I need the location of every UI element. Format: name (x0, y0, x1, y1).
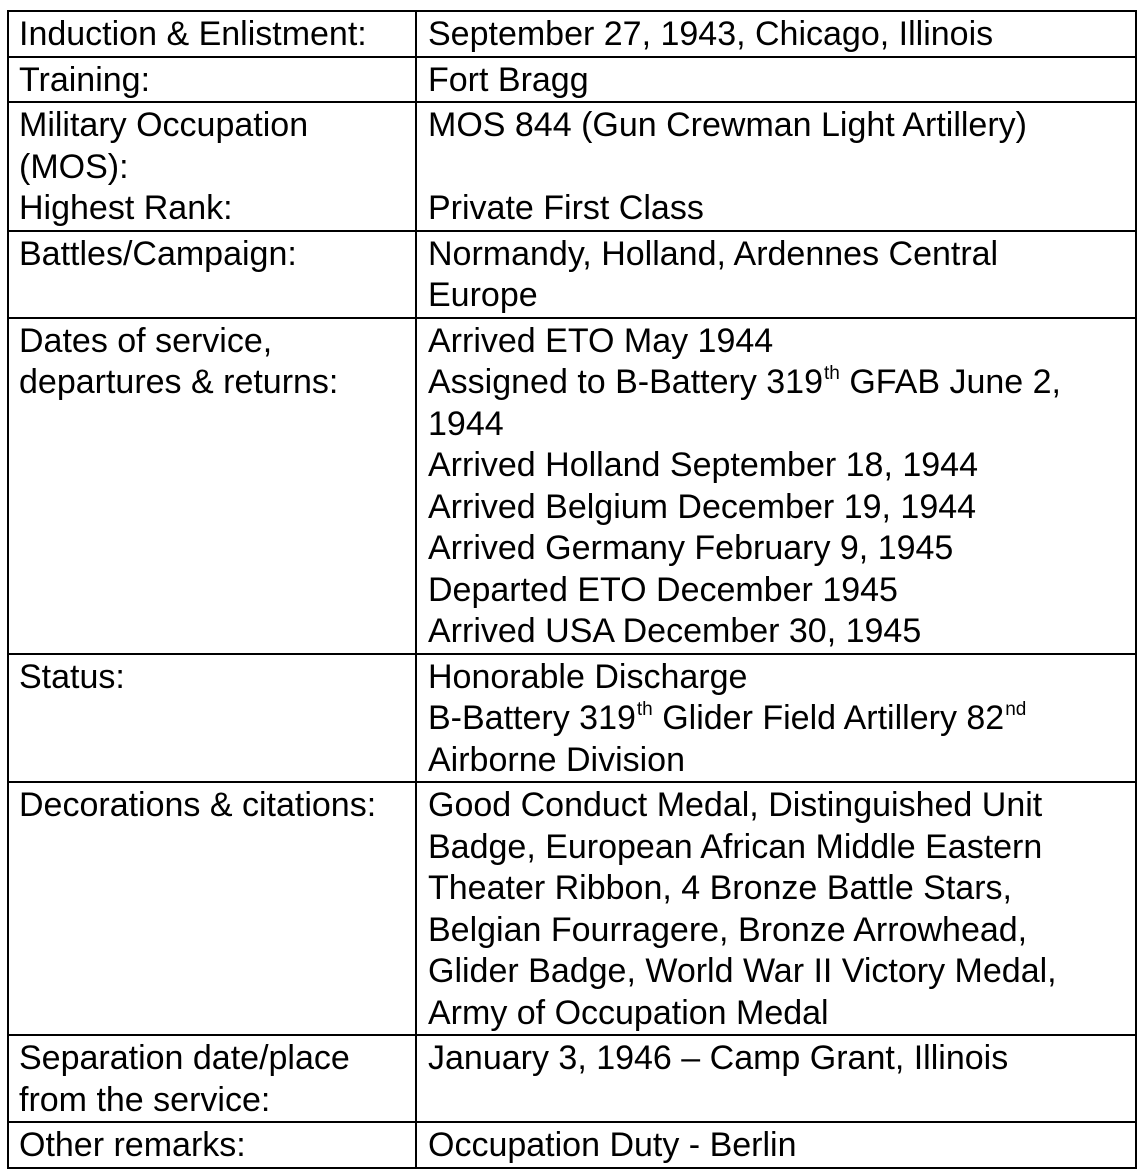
row-value (416, 102, 1136, 231)
row-label (8, 1035, 416, 1122)
induction-value: September 27, 1943, Chicago, Illinois (428, 15, 994, 53)
dates-entry-text: Assigned to B-Battery 319 (428, 363, 824, 401)
mos-label-line1: Military Occupation (19, 106, 309, 144)
row-value (416, 231, 1136, 318)
separation-label-line1: Separation date/place (19, 1039, 350, 1077)
table-row (8, 654, 1136, 783)
table-row (8, 11, 1136, 57)
ordinal-suffix: th (824, 363, 840, 384)
training-value: Fort Bragg (428, 60, 589, 99)
row-label (8, 57, 416, 103)
row-label (8, 654, 416, 783)
ordinal-suffix: nd (1005, 699, 1027, 720)
table-row (8, 102, 1136, 231)
dates-entry: Arrived Holland September 18, 1944 (428, 446, 978, 484)
battles-label: Battles/Campaign: (19, 234, 297, 273)
row-label (8, 782, 416, 1035)
ordinal-suffix: th (636, 699, 653, 720)
decorations-line: Theater Ribbon, 4 Bronze Battle Stars, (428, 869, 1012, 907)
dates-entry: Arrived ETO May 1944 (428, 321, 774, 360)
status-text: B-Battery 319 (428, 699, 636, 737)
remarks-value: Occupation Duty - Berlin (428, 1126, 797, 1164)
status-text: Glider Field Artillery 82 (652, 699, 1005, 737)
dates-entry: Departed ETO December 1945 (428, 570, 898, 609)
status-value-line2 (428, 698, 1127, 740)
row-label (8, 1122, 416, 1168)
table-row (8, 231, 1136, 318)
separation-value: January 3, 1946 – Camp Grant, Illinois (428, 1039, 1009, 1077)
dates-label-line2: departures & returns: (19, 363, 339, 401)
dates-entry: Arrived Germany February 9, 1945 (428, 529, 954, 567)
table-row (8, 782, 1136, 1035)
separation-label-line2: from the service: (19, 1080, 271, 1119)
dates-entry: 1944 (428, 404, 504, 443)
dates-label-line1: Dates of service, (19, 321, 273, 360)
decorations-line: Belgian Fourragere, Bronze Arrowhead, (428, 910, 1028, 949)
dates-entry-text: GFAB June 2, (839, 363, 1061, 401)
row-value (416, 318, 1136, 654)
row-value (416, 11, 1136, 57)
status-value-line1: Honorable Discharge (428, 657, 748, 696)
decorations-line: Army of Occupation Medal (428, 993, 829, 1032)
mos-value-spacer (428, 147, 1127, 189)
row-value (416, 1122, 1136, 1168)
row-label (8, 318, 416, 654)
row-label (8, 11, 416, 57)
table-row (8, 318, 1136, 654)
battles-value-line1: Normandy, Holland, Ardennes Central (428, 234, 999, 273)
training-label: Training: (19, 60, 151, 99)
table-row (8, 57, 1136, 103)
highest-rank-value: Private First Class (428, 189, 704, 227)
row-label (8, 231, 416, 318)
row-value (416, 782, 1136, 1035)
dates-entry (428, 362, 1127, 404)
table-row (8, 1122, 1136, 1168)
row-label (8, 102, 416, 231)
dates-entry: Arrived Belgium December 19, 1944 (428, 487, 977, 526)
decorations-line: Glider Badge, World War II Victory Medal, (428, 952, 1057, 990)
row-value (416, 654, 1136, 783)
service-record-table (7, 10, 1137, 1169)
decorations-line: Badge, European African Middle Eastern (428, 827, 1043, 866)
mos-label-line2: (MOS): (19, 147, 129, 186)
decorations-label: Decorations & citations: (19, 786, 377, 824)
decorations-line: Good Conduct Medal, Distinguished Unit (428, 786, 1043, 824)
row-value (416, 57, 1136, 103)
remarks-label: Other remarks: (19, 1126, 246, 1164)
mos-value: MOS 844 (Gun Crewman Light Artillery) (428, 106, 1027, 144)
induction-label: Induction & Enlistment: (19, 15, 367, 53)
status-value-line3: Airborne Division (428, 740, 685, 779)
dates-entry: Arrived USA December 30, 1945 (428, 612, 922, 650)
status-label: Status: (19, 657, 125, 696)
table-row (8, 1035, 1136, 1122)
battles-value-line2: Europe (428, 276, 538, 314)
row-value (416, 1035, 1136, 1122)
highest-rank-label: Highest Rank: (19, 189, 233, 227)
